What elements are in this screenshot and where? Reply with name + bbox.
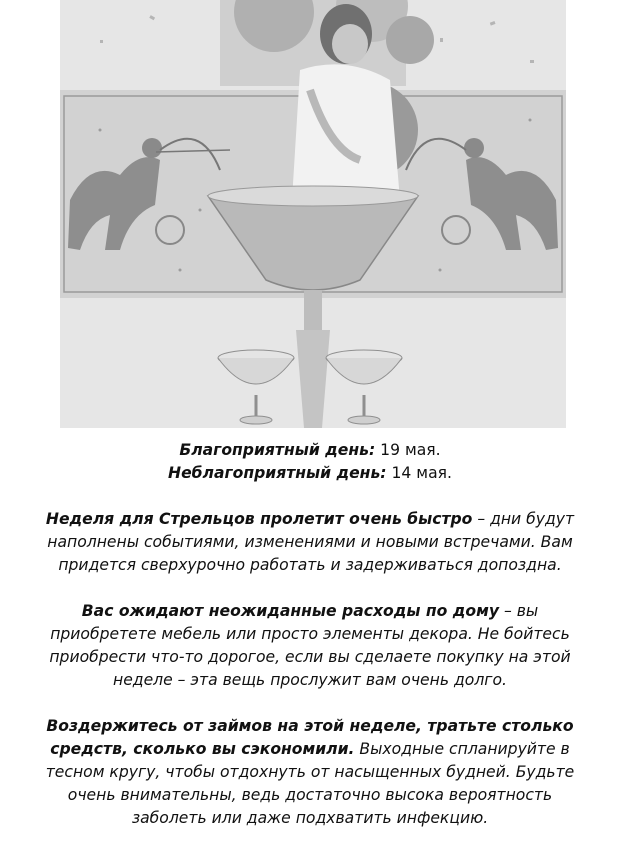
horoscope-text	[30, 439, 590, 830]
paragraph-expenses-body: – вы приобретете мебель или просто элементы декора. Не бойтесь приобрести что-то дорогое, если вы сделаете покупку на этой неделе – эта вещь прослужит вам очень долго.	[49, 602, 571, 689]
good-day-value: 19 мая.	[375, 441, 441, 459]
paragraph-week-lead: Неделя для Стрельцов пролетит очень быстро	[45, 510, 473, 528]
collage-image	[60, 0, 566, 428]
paragraph-expenses	[30, 600, 590, 692]
bad-day-line	[30, 462, 590, 485]
paragraph-expenses-lead: Вас ожидают неожиданные расходы по дому	[81, 602, 499, 620]
collage-illustration	[60, 0, 566, 428]
paragraph-loans-lead: Воздержитесь от займов на этой неделе, тратьте столько средств, сколько вы сэкономили.	[46, 717, 574, 758]
paragraph-loans-body: Выходные спланируйте в тесном кругу, чтобы отдохнуть от насыщенных будней. Будьте очень внимательны, ведь достаточно высока вероятность заболеть или даже подхватить инфекцию.	[45, 740, 575, 827]
paragraph-week	[30, 508, 590, 577]
bad-day-label: Неблагоприятный день:	[168, 464, 387, 482]
paragraph-loans	[30, 715, 590, 830]
bad-day-value: 14 мая.	[386, 464, 452, 482]
good-day-label: Благоприятный день:	[179, 441, 376, 459]
good-day-line	[30, 439, 590, 462]
paragraph-week-body: – дни будут наполнены событиями, изменениями и новыми встречами. Вам придется сверхурочно работать и задерживаться допоздна.	[47, 510, 575, 574]
